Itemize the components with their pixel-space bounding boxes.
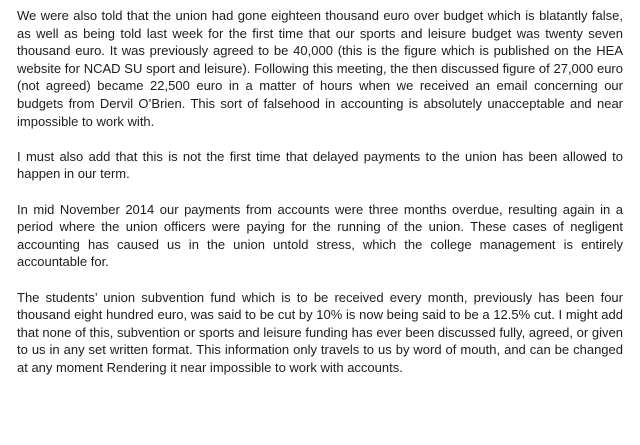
- paragraph-delayed-payments: I must also add that this is not the first time that delayed payments to the union has been allowed to happen in our term.: [17, 148, 623, 182]
- paragraph-november-overdue: In mid November 2014 our payments from accounts were three months overdue, resulting again in a period where the union officers were paying for the running of the union. These cases of negligent accounting has caused us in the union untold stress, which the college management is entirely accountable for.: [17, 201, 623, 270]
- document-body: [17, 7, 623, 376]
- paragraph-subvention-fund: The students’ union subvention fund which is to be received every month, previously has been four thousand eight hundred euro, was said to be cut by 10% is now being said to be a 12.5% cut. I might add that none of this, subvention or sports and leisure funding has ever been discussed fully, agreed, or given to us in any set written format. This information only travels to us by word of mouth, and can be changed at any moment Rendering it near impossible to work with accounts.: [17, 289, 623, 375]
- paragraph-budget-dispute: We were also told that the union had gone eighteen thousand euro over budget which is blatantly false, as well as being told last week for the first time that our sports and leisure budget was twenty seven thousand euro. It was previously agreed to be 40,000 (this is the figure which is published on the HEA website for NCAD SU sport and leisure). Following this meeting, the then discussed figure of 27,000 euro (not agreed) became 22,500 euro in a matter of hours when we received an email concerning our budgets from Dervil O’Brien. This sort of falsehood in accounting is absolutely unacceptable and near impossible to work with.: [17, 8, 623, 129]
